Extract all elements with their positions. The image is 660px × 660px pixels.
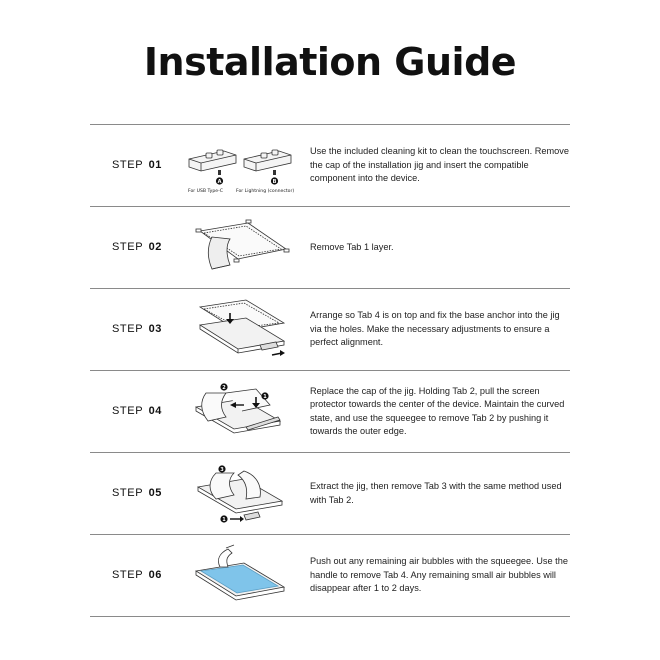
step-number: 02 — [148, 241, 163, 253]
marker-a: A — [217, 179, 222, 186]
marker-1: 1 — [263, 394, 267, 401]
step-label: STEP 04 — [112, 405, 163, 417]
push-air-bubbles-illustration — [186, 541, 296, 610]
step-description: Extract the jig, then remove Tab 3 with the same method used with Tab 2. — [310, 481, 562, 505]
caption-lightning: For Lightning (connector) — [236, 189, 295, 194]
remove-tab-3-illustration — [186, 459, 296, 528]
pull-tab-2-illustration — [186, 377, 296, 446]
step-number: 04 — [148, 405, 163, 417]
step-04 — [90, 371, 570, 453]
marker-3: 3 — [220, 467, 224, 474]
step-number: 03 — [148, 323, 163, 335]
steps-list — [90, 124, 570, 617]
step-label: STEP 01 — [112, 159, 163, 171]
step-label: STEP 05 — [112, 487, 163, 499]
step-label: STEP 02 — [112, 241, 163, 253]
marker-1: 1 — [222, 517, 226, 524]
step-03 — [90, 289, 570, 371]
remove-tab-1-illustration — [186, 213, 296, 282]
step-06 — [90, 535, 570, 617]
page-title: Installation Guide — [143, 40, 517, 84]
step-02 — [90, 207, 570, 289]
step-description: Replace the cap of the jig. Holding Tab 2, pull the screen protector towards the center of the device. Maintain the curved state, and use the squeegee to remove Tab 2 by pushing it towards the outer edge. — [310, 385, 565, 436]
step-number: 06 — [148, 569, 163, 581]
step-description: Push out any remaining air bubbles with the squeegee. Use the handle to remove Tab 4. Any remaining small air bubbles will disappear after 1 to 2 days. — [310, 556, 568, 594]
step-label: STEP 03 — [112, 323, 163, 335]
align-jig-illustration — [186, 295, 296, 364]
step-05 — [90, 453, 570, 535]
step-description: Arrange so Tab 4 is on top and fix the base anchor into the jig via the holes. Make the necessary adjustments to ensure a perfect alignment. — [310, 310, 560, 348]
marker-2: 2 — [222, 385, 226, 392]
marker-b: B — [272, 179, 277, 186]
step-number: 01 — [148, 159, 163, 171]
step-description: Use the included cleaning kit to clean the touchscreen. Remove the cap of the installation jig and insert the compatible component into the device. — [310, 146, 569, 184]
caption-usb-type-c: For USB Type-C — [188, 189, 223, 194]
step-description: Remove Tab 1 layer. — [310, 241, 394, 252]
step-01 — [90, 125, 570, 207]
installation-jig-parts-illustration — [186, 131, 296, 200]
step-label: STEP 06 — [112, 569, 163, 581]
step-number: 05 — [148, 487, 163, 499]
